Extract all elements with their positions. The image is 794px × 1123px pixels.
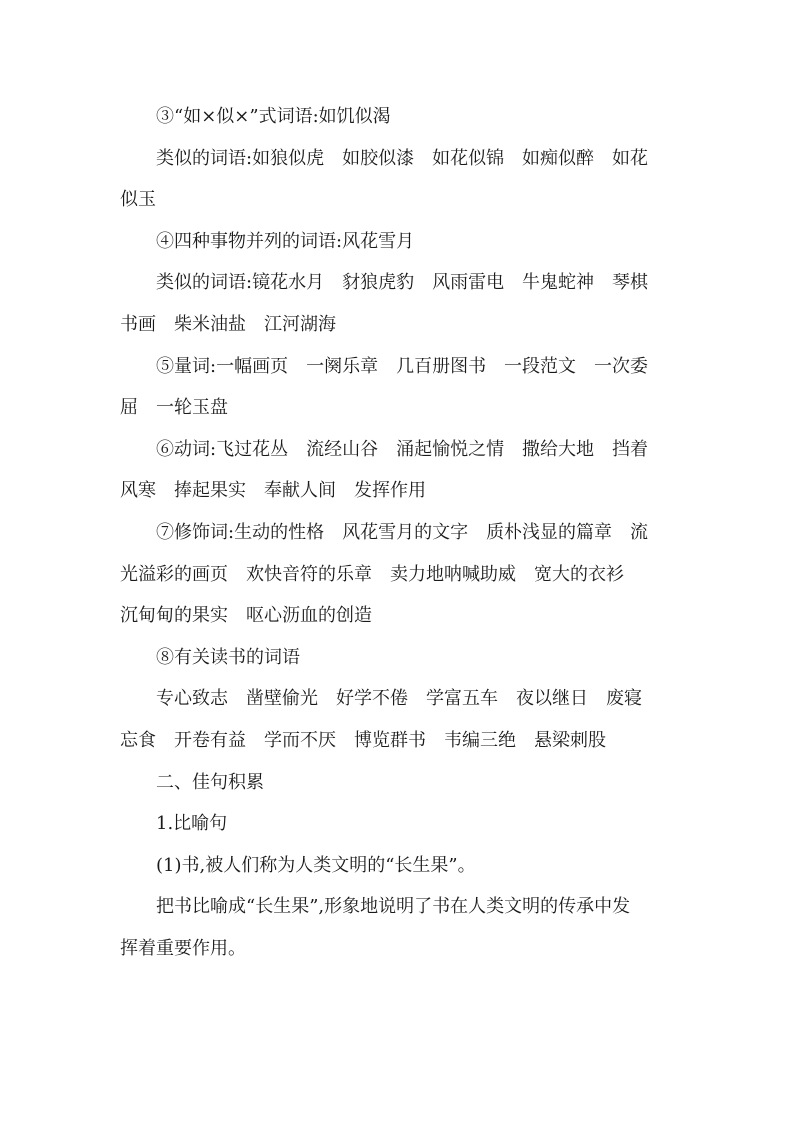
paragraph-line: ⑥动词:飞过花丛 流经山谷 涌起愉悦之情 撒给大地 挡着 xyxy=(156,438,649,460)
paragraph-line: 忘食 开卷有益 学而不厌 博览群书 韦编三绝 悬梁刺股 xyxy=(120,729,606,751)
paragraph-line: 似玉 xyxy=(120,189,156,211)
paragraph-line: ④四种事物并列的词语:风花雪月 xyxy=(156,230,415,252)
section-heading: 二、佳句积累 xyxy=(156,771,264,793)
paragraph-line: 类似的词语:如狼似虎 如胶似漆 如花似锦 如痴似醉 如花 xyxy=(156,147,649,169)
paragraph-line: 屈 一轮玉盘 xyxy=(120,397,228,419)
paragraph-line: ⑧有关读书的词语 xyxy=(156,646,300,668)
paragraph-line: ⑤量词:一幅画页 一阕乐章 几百册图书 一段范文 一次委 xyxy=(156,355,649,377)
paragraph-line: 风寒 捧起果实 奉献人间 发挥作用 xyxy=(120,480,426,502)
paragraph-line: 沉甸甸的果实 呕心沥血的创造 xyxy=(120,605,372,627)
paragraph-line: 类似的词语:镜花水月 豺狼虎豹 风雨雷电 牛鬼蛇神 琴棋 xyxy=(156,272,649,294)
paragraph-line: 书画 柴米油盐 江河湖海 xyxy=(120,313,336,335)
paragraph-line: ③“如×似×”式词语:如饥似渴 xyxy=(156,106,391,127)
paragraph-line: ⑦修饰词:生动的性格 风花雪月的文字 质朴浅显的篇章 流 xyxy=(156,521,649,543)
paragraph-line: 挥着重要作用。 xyxy=(120,937,246,959)
paragraph-line: (1)书,被人们称为人类文明的“长生果”。 xyxy=(156,854,476,876)
paragraph-line: 光溢彩的画页 欢快音符的乐章 卖力地呐喊助威 宽大的衣衫 xyxy=(120,563,624,585)
document-body xyxy=(120,96,676,969)
paragraph-line: 专心致志 凿壁偷光 好学不倦 学富五车 夜以继日 废寝 xyxy=(156,688,642,710)
subsection-heading: 1.比喻句 xyxy=(156,813,228,835)
paragraph-line: 把书比喻成“长生果”,形象地说明了书在人类文明的传承中发 xyxy=(156,896,631,918)
